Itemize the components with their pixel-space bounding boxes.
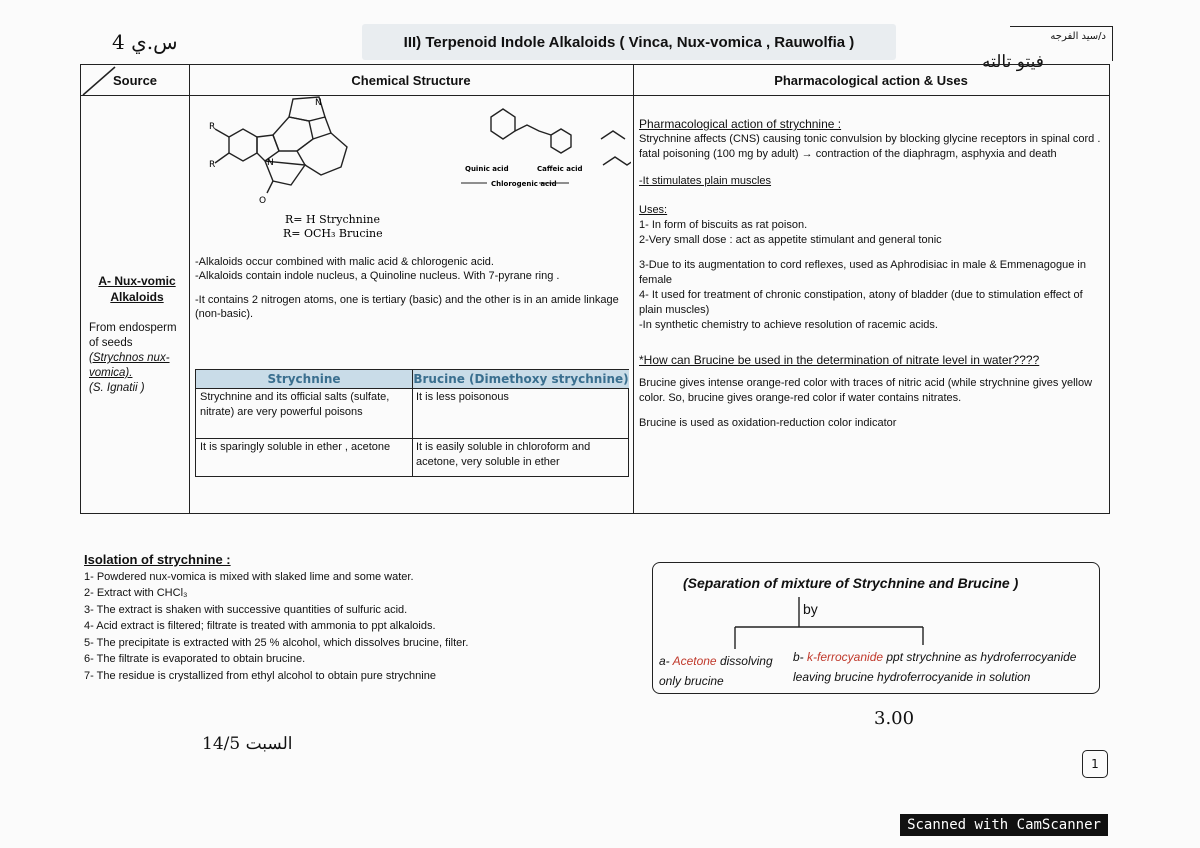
subject-label: فيتو تالته: [982, 52, 1044, 72]
pharm-cell: [639, 117, 1105, 431]
header-structure: Chemical Structure: [351, 72, 471, 88]
scanner-watermark: Scanned with CamScanner: [900, 814, 1108, 836]
main-table: [80, 64, 1110, 514]
source-title: A- Nux-vomic Alkaloids: [98, 274, 176, 304]
use-item: 1- In form of biscuits as rat poison.: [639, 219, 808, 231]
isolation-step: 5- The precipitate is extracted with 25 % alcohol, which dissolves brucine, filter.: [84, 636, 469, 649]
structure-notes: [195, 255, 629, 321]
isolation-step: 1- Powdered nux-vomica is mixed with slaked lime and some water.: [84, 570, 414, 583]
isolation-step: 6- The filtrate is evaporated to obtain brucine.: [84, 653, 306, 665]
o-label: O: [259, 196, 267, 206]
isolation-step: 7- The residue is crystallized from ethyl alcohol to obtain pure strychnine: [84, 669, 436, 682]
col-divider: [189, 65, 190, 513]
indicator-note: Brucine is used as oxidation-reduction color indicator: [639, 417, 897, 429]
author-name: د/سيد الفرجه: [1050, 31, 1106, 42]
nitrate-answer: Brucine gives intense orange-red color with traces of nitric acid (while strychnine gives yellow color. So, brucine gives orange-red color if water contains nitrates.: [639, 377, 1093, 404]
brucine-r: R= OCH₃ Brucine: [283, 227, 383, 240]
nitrate-question: *How can Brucine be used in the determination of nitrate level in water????: [639, 353, 1040, 367]
time-note: 3.00: [874, 708, 915, 729]
isolation-heading: Isolation of strychnine :: [84, 552, 231, 567]
use-item: -In synthetic chemistry to achieve resolution of racemic acids.: [639, 319, 938, 331]
separation-title: (Separation of mixture of Strychnine and Brucine ): [683, 575, 1019, 591]
n-label: N: [315, 98, 322, 108]
option-acetone: [659, 651, 783, 691]
page-title: III) Terpenoid Indole Alkaloids ( Vinca, Nux-vomica , Rauwolfia ): [362, 24, 896, 60]
isolation-step: 4- Acid extract is filtered; filtrate is treated with ammonia to ppt alkaloids.: [84, 620, 436, 632]
source-line: (S. Ignatii ): [89, 382, 145, 394]
source-line: From endosperm: [89, 322, 177, 334]
compare-head-strychnine: Strychnine: [196, 370, 412, 388]
compare-cell: It is easily soluble in chloroform and acetone, very soluble in ether: [416, 441, 591, 468]
source-line: vomica).: [89, 367, 133, 379]
header-pharm: Pharmacological action & Uses: [774, 72, 968, 88]
quinic-label: Quinic acid: [465, 165, 509, 173]
header-source: Source: [112, 72, 158, 88]
col-divider: [633, 65, 634, 513]
pharm-text: -It stimulates plain muscles: [639, 175, 772, 187]
page-code: س.ي 4: [112, 30, 178, 54]
acetone-label: Acetone: [672, 654, 717, 668]
compare-head-brucine: Brucine (Dimethoxy strychnine): [413, 372, 629, 386]
option-text: dissolving only brucine: [659, 654, 773, 688]
compare-cell: Strychnine and its official salts (sulfate, nitrate) are very powerful poisons: [200, 391, 390, 418]
isolation-step: 3- The extract is shaken with successive quantities of sulfuric acid.: [84, 603, 408, 616]
source-cell: [89, 273, 185, 396]
caffeic-label: Caffeic acid: [537, 165, 583, 173]
isolation-step: 2- Extract with CHCl₃: [84, 587, 188, 599]
option-ferrocyanide: [793, 647, 1093, 687]
separation-by: by: [803, 601, 818, 617]
date-note: السبت 14/5: [202, 734, 293, 754]
r-label: R: [209, 122, 216, 132]
use-item: 2-Very small dose : act as appetite stimulant and general tonic: [639, 234, 942, 246]
strychnine-structure-diagram: [201, 95, 631, 245]
r-label: R: [209, 160, 216, 170]
ferrocyanide-label: k-ferrocyanide: [807, 650, 884, 664]
use-item: 3-Due to its augmentation to cord reflexes, used as Aphrodisiac in male & Emmenagogue in female: [639, 259, 1086, 286]
use-item: 4- It used for treatment of chronic constipation, atony of bladder (due to stimulation effect of plain muscles): [639, 289, 1083, 316]
n-label: N: [267, 158, 274, 168]
pharm-text: Strychnine affects (CNS) causing tonic convulsion by blocking glycine receptors in spinal cord . fatal poisoning (100 mg by adult) → contraction of the diaphragm, asphyxia and death: [639, 133, 1101, 160]
chlorogenic-label: Chlorogenic acid: [491, 180, 557, 188]
pharm-heading: Pharmacological action of strychnine :: [639, 117, 842, 131]
option-prefix: a-: [659, 654, 673, 668]
uses-heading: Uses:: [639, 204, 668, 216]
option-text: ppt strychnine as hydroferrocyanide leaving brucine hydroferrocyanide in solution: [793, 650, 1077, 684]
note: -It contains 2 nitrogen atoms, one is tertiary (basic) and the other is in an amide linkage (non-basic).: [195, 294, 619, 320]
compare-cell: It is less poisonous: [416, 391, 509, 403]
source-line: (Strychnos nux-: [89, 352, 170, 364]
page-number: 1: [1082, 750, 1108, 778]
isolation-section: [84, 552, 644, 684]
comparison-table: [195, 369, 629, 477]
compare-cell: It is sparingly soluble in ether , acetone: [200, 441, 391, 453]
note: -Alkaloids contain indole nucleus, a Quinoline nucleus. With 7-pyrane ring .: [195, 270, 560, 282]
option-prefix: b-: [793, 650, 808, 664]
source-line: of seeds: [89, 337, 133, 349]
note: -Alkaloids occur combined with malic acid & chlorogenic acid.: [195, 256, 494, 268]
strychnine-r: R= H Strychnine: [285, 213, 380, 226]
separation-box: [652, 562, 1100, 694]
